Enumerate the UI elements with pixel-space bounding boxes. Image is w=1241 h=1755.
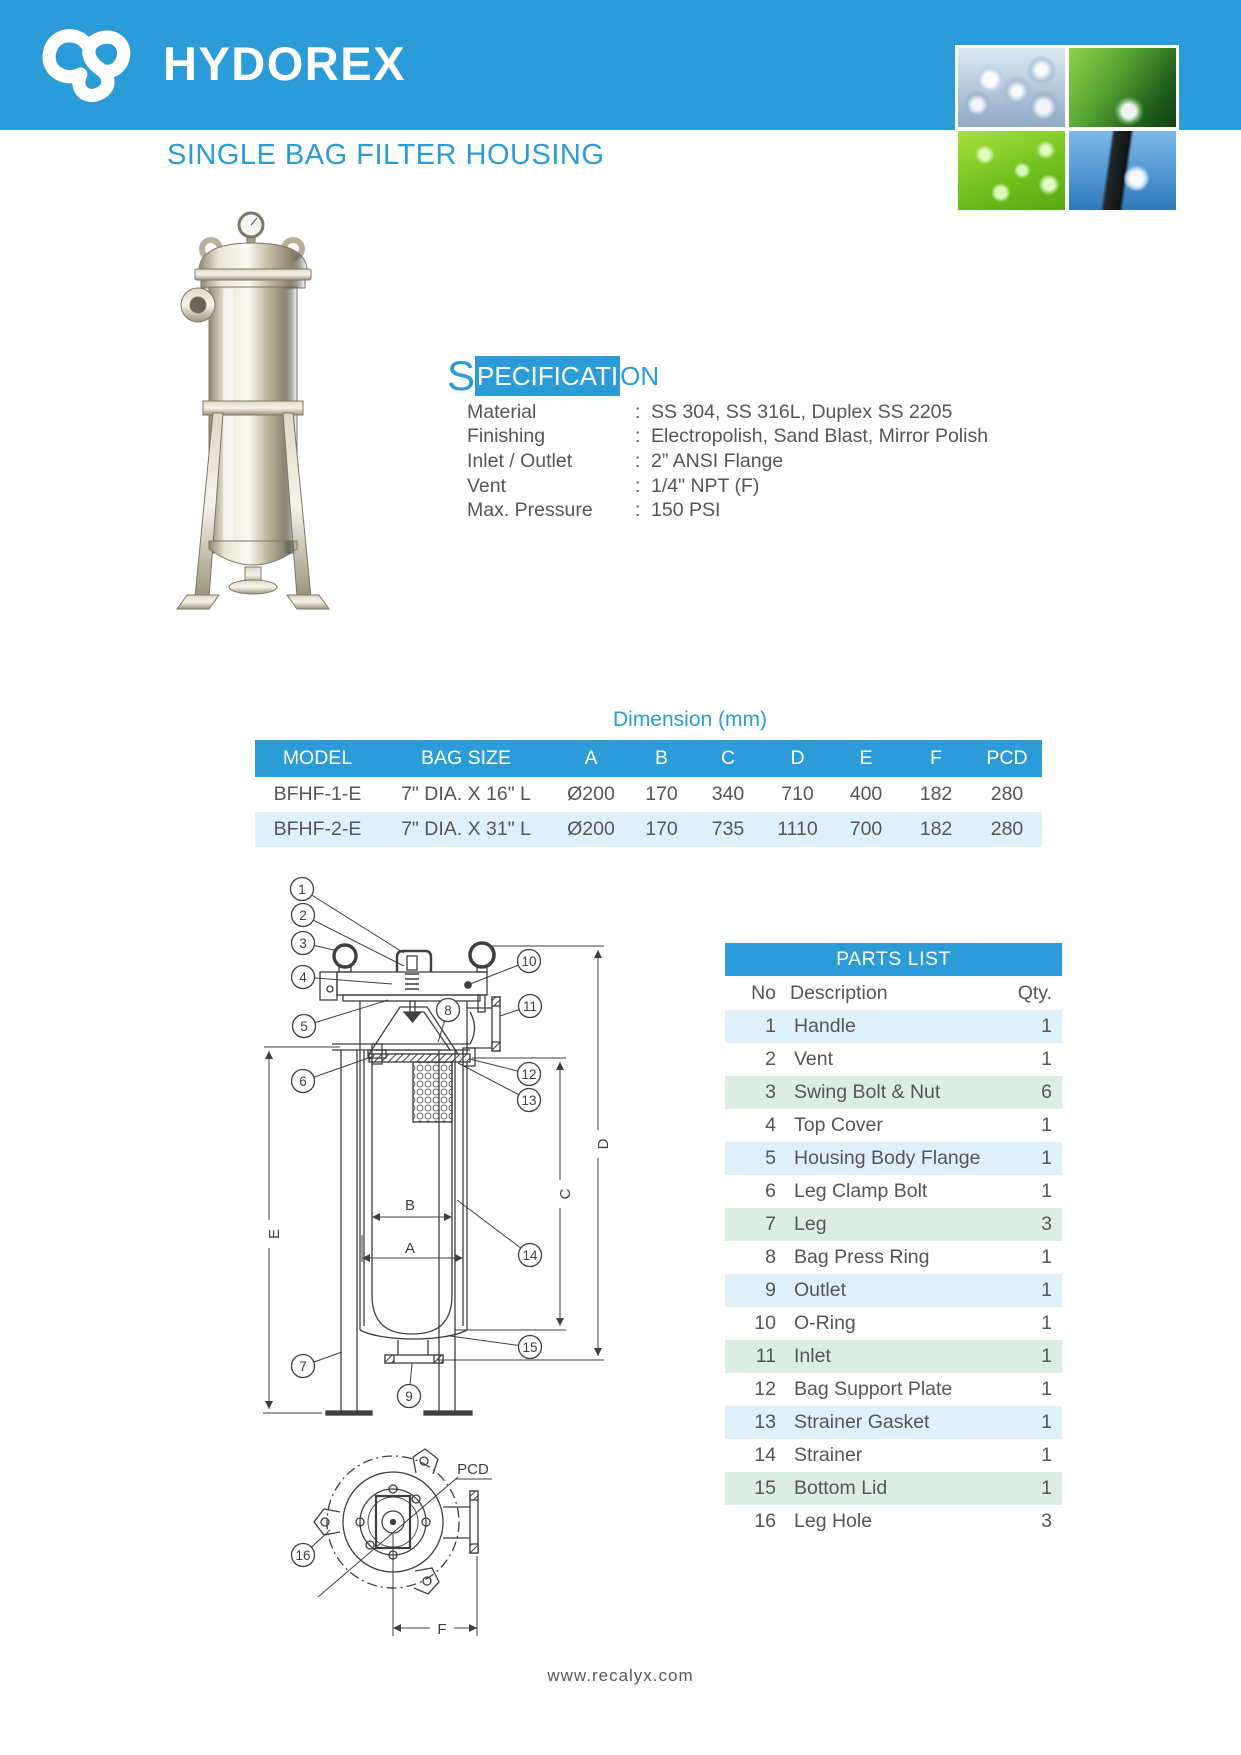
- page-title: SINGLE BAG FILTER HOUSING: [167, 139, 605, 171]
- parts-cell-qty: 3: [1041, 1510, 1052, 1532]
- dim-label-d: D: [595, 1138, 612, 1150]
- parts-cell-description: Strainer Gasket: [794, 1411, 930, 1433]
- parts-cell-description: Bag Support Plate: [794, 1378, 953, 1400]
- dimension-column-header: F: [900, 740, 972, 777]
- callouts-layer: [291, 878, 542, 1567]
- callout-leader: [302, 889, 404, 953]
- parts-cell-qty: 1: [1041, 1477, 1052, 1499]
- dimension-cell: Ø200: [567, 818, 615, 840]
- spec-row-material: [467, 400, 988, 425]
- spec-row-vent: [467, 474, 988, 499]
- parts-cell-qty: 1: [1041, 1015, 1052, 1037]
- callout-number: 10: [521, 953, 537, 969]
- parts-cell-qty: 6: [1041, 1081, 1052, 1103]
- spec-colon: :: [635, 474, 641, 497]
- callout-number: 5: [300, 1018, 308, 1034]
- specification-list: [467, 400, 988, 523]
- parts-cell-description: Bottom Lid: [794, 1477, 888, 1499]
- parts-cell-no: 8: [765, 1246, 776, 1268]
- parts-cell-qty: 1: [1041, 1147, 1052, 1169]
- dimension-cell: 735: [711, 818, 745, 840]
- parts-cell-description: Swing Bolt & Nut: [794, 1081, 941, 1103]
- parts-cell-qty: 1: [1041, 1279, 1052, 1301]
- parts-row: [725, 1175, 1062, 1208]
- hydorex-logo-icon: [40, 20, 152, 108]
- dimension-column-header: A: [552, 740, 630, 777]
- dimension-cell: 170: [645, 783, 678, 805]
- parts-row: [725, 1373, 1062, 1406]
- parts-row: [725, 1307, 1062, 1340]
- callout-number: 9: [405, 1388, 413, 1404]
- specification-heading: [447, 352, 660, 399]
- parts-list-table: [725, 976, 1062, 1538]
- parts-row: [725, 1340, 1062, 1373]
- dimension-column-header: E: [832, 740, 900, 777]
- parts-cell-no: 4: [765, 1114, 776, 1136]
- parts-cell-no: 5: [765, 1147, 776, 1169]
- spec-row-max-pressure: [467, 498, 988, 523]
- dimension-column-header: B: [630, 740, 693, 777]
- spec-label: Finishing: [467, 425, 546, 448]
- callout-number: 16: [295, 1547, 311, 1563]
- parts-row: [725, 1142, 1062, 1175]
- parts-cell-description: Leg: [794, 1213, 827, 1235]
- parts-cell-description: Outlet: [794, 1279, 847, 1301]
- parts-row: [725, 1109, 1062, 1142]
- parts-cell-qty: 1: [1041, 1246, 1052, 1268]
- dimension-cell: 170: [645, 818, 678, 840]
- parts-cell-no: 12: [754, 1378, 776, 1400]
- dimension-cell: 1110: [777, 818, 818, 840]
- spec-heading-initial: S: [447, 352, 476, 399]
- callout-number: 6: [299, 1073, 307, 1089]
- footer-url: www.recalyx.com: [547, 1666, 694, 1685]
- parts-cell-no: 2: [765, 1048, 776, 1070]
- parts-cell-qty: 1: [1041, 1312, 1052, 1334]
- dimension-cell: 182: [919, 818, 953, 840]
- spec-heading-highlight: PECIFICATI: [475, 356, 620, 396]
- parts-cell-qty: 1: [1041, 1048, 1052, 1070]
- parts-cell-qty: 1: [1041, 1180, 1052, 1202]
- side-section-view: [320, 943, 500, 1415]
- spec-heading-rest: ON: [620, 360, 660, 391]
- dome-cover: [199, 243, 307, 271]
- spec-value: 1/4" NPT (F): [651, 474, 760, 497]
- dim-label-b: B: [404, 1197, 416, 1214]
- callout-number: 3: [299, 935, 307, 951]
- parts-col-no: No: [751, 981, 776, 1004]
- dimension-cell: BFHF-2-E: [273, 818, 362, 840]
- spec-value: 2” ANSI Flange: [651, 449, 784, 472]
- spec-label: Material: [467, 400, 537, 423]
- parts-cell-qty: 1: [1041, 1114, 1052, 1136]
- parts-cell-no: 3: [765, 1081, 776, 1103]
- parts-cell-no: 10: [754, 1312, 776, 1334]
- callout-number: 13: [521, 1092, 537, 1108]
- dimension-cell: 280: [990, 783, 1024, 805]
- spec-label: Inlet / Outlet: [467, 449, 573, 472]
- parts-row: [725, 1505, 1062, 1538]
- spec-value: Electropolish, Sand Blast, Mirror Polish: [651, 425, 989, 448]
- parts-row: [725, 1043, 1062, 1076]
- dimension-column-header: PCD: [972, 740, 1042, 777]
- parts-cell-description: Housing Body Flange: [794, 1147, 981, 1169]
- callout-number: 15: [522, 1339, 538, 1355]
- parts-list-title: PARTS LIST: [725, 943, 1062, 976]
- parts-cell-no: 1: [765, 1015, 776, 1037]
- dimension-cell: 182: [919, 783, 953, 805]
- parts-row: [725, 1076, 1062, 1109]
- dimension-caption: Dimension (mm): [612, 708, 767, 731]
- parts-cell-qty: 3: [1041, 1213, 1052, 1235]
- dimension-column-header: D: [763, 740, 832, 777]
- photo-water-drops-on-leaf: [958, 131, 1065, 210]
- spec-value: SS 304, SS 316L, Duplex SS 2205: [651, 400, 953, 423]
- parts-cell-no: 6: [765, 1180, 776, 1202]
- spec-row-inlet-outlet: [467, 449, 988, 474]
- parts-cell-qty: 1: [1041, 1411, 1052, 1433]
- parts-col-description: Description: [790, 981, 888, 1004]
- parts-cell-description: Strainer: [794, 1444, 863, 1466]
- spec-colon: :: [635, 425, 641, 448]
- parts-row: [725, 1274, 1062, 1307]
- dimension-cell: Ø200: [567, 783, 615, 805]
- callout-number: 1: [298, 881, 306, 897]
- photo-grid: [955, 45, 1179, 213]
- photo-leaf-water-drop: [1069, 48, 1176, 127]
- spec-label: Max. Pressure: [467, 499, 593, 522]
- callout-leader: [303, 977, 392, 984]
- parts-cell-no: 7: [765, 1213, 776, 1235]
- callout-number: 11: [522, 998, 538, 1014]
- dimension-cell: BFHF-1-E: [273, 783, 362, 805]
- parts-cell-qty: 1: [1041, 1444, 1052, 1466]
- parts-list-body: [725, 1010, 1062, 1538]
- parts-cell-description: Vent: [794, 1048, 834, 1070]
- dimension-column-header: C: [693, 740, 763, 777]
- dimension-cell: 7" DIA. X 31" L: [401, 818, 531, 840]
- parts-cell-no: 16: [754, 1510, 776, 1532]
- callout-number: 2: [299, 907, 307, 923]
- parts-col-qty: Qty.: [1017, 981, 1052, 1004]
- callout-number: 8: [444, 1002, 452, 1018]
- spec-colon: :: [635, 449, 641, 472]
- parts-header-row: [725, 976, 1062, 1010]
- callout-number: 12: [521, 1066, 537, 1082]
- dim-label-pcd: PCD: [457, 1461, 489, 1478]
- parts-cell-no: 14: [754, 1444, 776, 1466]
- callout-leader: [303, 915, 404, 966]
- dimension-cell: 340: [711, 783, 745, 805]
- parts-row: [725, 1472, 1062, 1505]
- parts-row: [725, 1241, 1062, 1274]
- dimension-column-header: BAG SIZE: [380, 740, 552, 777]
- dimension-cell: 700: [849, 818, 883, 840]
- callout-number: 7: [299, 1358, 307, 1374]
- photo-droplet-on-twig: [1069, 131, 1176, 210]
- dim-label-a: A: [404, 1240, 416, 1257]
- callout-number: 4: [299, 969, 307, 985]
- photo-water-bubbles: [958, 48, 1065, 127]
- spec-colon: :: [635, 400, 641, 423]
- parts-cell-qty: 1: [1041, 1345, 1052, 1367]
- dim-label-c: C: [557, 1188, 574, 1200]
- spec-value: 150 PSI: [651, 499, 721, 522]
- parts-cell-description: Leg Clamp Bolt: [794, 1180, 928, 1202]
- parts-row: [725, 1208, 1062, 1241]
- dim-label-f: F: [437, 1621, 447, 1638]
- brand-name: HYDOREX: [163, 37, 406, 90]
- spec-label: Vent: [467, 474, 507, 497]
- parts-row: [725, 1406, 1062, 1439]
- dimension-cell: 400: [849, 783, 883, 805]
- dimension-cell: 710: [781, 783, 814, 805]
- product-photo-filter-housing: [175, 205, 335, 640]
- dimension-cell: 7" DIA. X 16" L: [401, 783, 531, 805]
- bottom-dome: [209, 541, 297, 565]
- dimension-table-header-row: [255, 740, 1042, 777]
- parts-cell-description: Bag Press Ring: [794, 1246, 930, 1268]
- parts-row: [725, 1439, 1062, 1472]
- spec-row-finishing: [467, 425, 988, 450]
- parts-cell-no: 11: [755, 1345, 776, 1367]
- dimension-cell: 280: [990, 818, 1024, 840]
- callout-number: 14: [522, 1247, 538, 1263]
- parts-cell-no: 15: [754, 1477, 776, 1499]
- parts-cell-no: 9: [765, 1279, 776, 1301]
- parts-list: [725, 943, 1062, 1538]
- spec-colon: :: [635, 499, 641, 522]
- parts-cell-description: O-Ring: [794, 1312, 856, 1334]
- technical-drawing: [225, 778, 645, 1660]
- parts-cell-description: Handle: [794, 1015, 856, 1037]
- parts-cell-description: Inlet: [794, 1345, 831, 1367]
- callout-leader: [457, 1200, 530, 1255]
- parts-cell-description: Leg Hole: [794, 1510, 873, 1532]
- bottom-outlet-flange: [229, 580, 277, 594]
- dimension-column-header: MODEL: [255, 740, 380, 777]
- parts-cell-no: 13: [754, 1411, 776, 1433]
- parts-cell-qty: 1: [1041, 1378, 1052, 1400]
- dim-label-e: E: [266, 1228, 283, 1240]
- parts-cell-description: Top Cover: [794, 1114, 883, 1136]
- callout-leader: [304, 1000, 388, 1026]
- parts-row: [725, 1010, 1062, 1043]
